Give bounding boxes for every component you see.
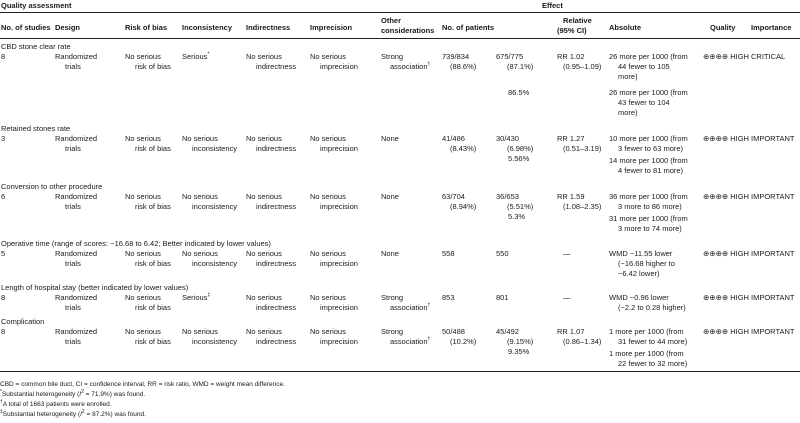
cell-patients-a-1: 50/488: [442, 327, 465, 336]
footnote-double-dagger: ‡Substantial heterogeneity $(I^2 = 87.2\%)$ was found.: [0, 408, 146, 418]
cell-design-2: trials: [65, 144, 81, 153]
cell-indirectness-1: No serious: [246, 249, 282, 258]
cell-patients-a-1: 558: [442, 249, 455, 258]
cell-absolute-1a: 10 more per 1000 (from: [609, 134, 688, 143]
cell-patients-b-1: 675/775: [496, 52, 524, 61]
cell-patients-b-1: 30/430: [496, 134, 519, 143]
cell-studies: 5: [1, 249, 6, 258]
cell-patients-a-2: (88.6%): [450, 62, 477, 71]
cell-other-2: association†: [390, 302, 431, 312]
footnote-star: *Substantial heterogeneity $(I^2 = 71.9\%)$ was found.: [0, 388, 146, 398]
cell-indirectness-2: indirectness: [256, 144, 297, 153]
cell-absolute-2a: 1 more per 1000 (from: [609, 349, 684, 358]
cell-patients-b-2: (6.98%): [507, 144, 534, 153]
cell-inconsistency-1: No serious: [182, 249, 218, 258]
cell-design-2: trials: [65, 259, 81, 268]
cell-risk-1: No serious: [125, 249, 161, 258]
cell-importance: IMPORTANT: [751, 293, 795, 302]
col-header-patients: No. of patients: [442, 23, 495, 32]
cell-relative-2: (0.86–1.34): [563, 337, 602, 346]
cell-absolute-1c: more): [618, 72, 638, 81]
cell-patients-b-2: (9.15%): [507, 337, 534, 346]
cell-indirectness-2: indirectness: [256, 337, 297, 346]
cell-patients-b-extra: 5.56%: [508, 154, 530, 163]
cell-imprecision-1: No serious: [310, 327, 346, 336]
cell-importance: IMPORTANT: [751, 134, 795, 143]
cell-quality: ⊕⊕⊕⊕ HIGH: [703, 327, 749, 336]
cell-importance: IMPORTANT: [751, 327, 795, 336]
col-header-studies: No. of studies: [1, 23, 51, 32]
cell-relative-1: —: [563, 249, 571, 258]
cell-absolute-1a: WMD −0.96 lower: [609, 293, 669, 302]
cell-patients-b-extra: 5.3%: [508, 212, 526, 221]
footnote-mark: *: [207, 51, 210, 58]
cell-imprecision-1: No serious: [310, 192, 346, 201]
footnote-mark: †: [427, 336, 431, 343]
cell-inconsistency-1: No serious: [182, 192, 218, 201]
cell-absolute-1a: 1 more per 1000 (from: [609, 327, 684, 336]
col-header-importance: Importance: [751, 23, 792, 32]
cell-patients-a-2: (8.43%): [450, 144, 477, 153]
col-header-imprecision: Imprecision: [310, 23, 353, 32]
cell-inconsistency-1: No serious: [182, 134, 218, 143]
cell-studies: 3: [1, 134, 6, 143]
cell-patients-a-1: 41/486: [442, 134, 465, 143]
col-header-relative-2: (95% CI): [557, 26, 587, 35]
cell-absolute-1b: (−16.68 higher to: [618, 259, 675, 268]
cell-other-1: Strong: [381, 293, 404, 302]
cell-imprecision-2: imprecision: [320, 144, 358, 153]
col-header-absolute: Absolute: [609, 23, 642, 32]
cell-other-1: Strong: [381, 52, 404, 61]
cell-imprecision-2: imprecision: [320, 202, 358, 211]
cell-absolute-1b: 3 more to 86 more): [618, 202, 682, 211]
col-header-other-1: Other: [381, 16, 402, 25]
cell-patients-b-1: 36/653: [496, 192, 519, 201]
cell-risk-2: risk of bias: [135, 337, 171, 346]
footnote-dagger: †A total of 1663 patients were enrolled.: [0, 398, 112, 408]
cell-patients-b-2: (5.51%): [507, 202, 534, 211]
cell-absolute-1a: 26 more per 1000 (from: [609, 52, 688, 61]
col-header-risk: Risk of bias: [125, 23, 168, 32]
cell-inconsistency-1: Serious‡: [182, 292, 211, 302]
cell-indirectness-2: indirectness: [256, 303, 297, 312]
section-title: Operative time (range of scores: −16.68 to 6.42; Better indicated by lower values): [1, 239, 271, 248]
cell-design-1: Randomized: [55, 134, 98, 143]
cell-quality: ⊕⊕⊕⊕ HIGH: [703, 134, 749, 143]
cell-inconsistency-2: inconsistency: [192, 202, 238, 211]
cell-patients-b-1: 801: [496, 293, 509, 302]
cell-patients-b-2: (87.1%): [507, 62, 534, 71]
footnote-abbreviations: CBD = common bile duct, CI = confidence interval, RR = risk ratio, WMD = weight mean difference.: [0, 381, 285, 388]
cell-relative-1: RR 1.02: [557, 52, 585, 61]
cell-indirectness-2: indirectness: [256, 202, 297, 211]
cell-risk-1: No serious: [125, 192, 161, 201]
cell-risk-1: No serious: [125, 134, 161, 143]
cell-patients-b-1: 45/492: [496, 327, 519, 336]
cell-risk-1: No serious: [125, 52, 161, 61]
cell-absolute-1b: (−2.2 to 0.28 higher): [618, 303, 686, 312]
cell-design-1: Randomized: [55, 293, 98, 302]
cell-indirectness-1: No serious: [246, 134, 282, 143]
cell-studies: 8: [1, 52, 6, 61]
cell-design-2: trials: [65, 303, 81, 312]
quality-assessment-group-header: Quality assessment: [1, 1, 72, 10]
cell-patients-b-extra: 9.35%: [508, 347, 530, 356]
section-title: Retained stones rate: [1, 124, 71, 133]
cell-absolute-2b: 3 more to 74 more): [618, 224, 682, 233]
cell-studies: 6: [1, 192, 6, 201]
cell-design-2: trials: [65, 202, 81, 211]
cell-patients-a-1: 739/834: [442, 52, 470, 61]
col-header-indirectness: Indirectness: [246, 23, 291, 32]
col-header-other-2: considerations: [381, 26, 435, 35]
cell-other-2: association†: [390, 336, 431, 346]
cell-indirectness-1: No serious: [246, 192, 282, 201]
cell-inconsistency-1: No serious: [182, 327, 218, 336]
cell-inconsistency-2: inconsistency: [192, 337, 238, 346]
cell-absolute-1b: 3 fewer to 63 more): [618, 144, 684, 153]
cell-other-1: None: [381, 134, 399, 143]
footnote-mark: ‡: [207, 292, 211, 299]
cell-indirectness-1: No serious: [246, 52, 282, 61]
section-title: Conversion to other procedure: [1, 182, 103, 191]
cell-patients-b-extra: 86.5%: [508, 88, 530, 97]
cell-relative-1: RR 1.59: [557, 192, 585, 201]
cell-absolute-2a: 14 more per 1000 (from: [609, 156, 688, 165]
cell-absolute-2a: 26 more per 1000 (from: [609, 88, 688, 97]
cell-quality: ⊕⊕⊕⊕ HIGH: [703, 192, 749, 201]
cell-absolute-1c: −6.42 lower): [618, 269, 660, 278]
cell-studies: 8: [1, 327, 6, 336]
cell-design-1: Randomized: [55, 327, 98, 336]
cell-absolute-1a: WMD −11.55 lower: [609, 249, 673, 258]
cell-risk-2: risk of bias: [135, 259, 171, 268]
cell-imprecision-1: No serious: [310, 293, 346, 302]
cell-indirectness-1: No serious: [246, 327, 282, 336]
cell-risk-2: risk of bias: [135, 62, 171, 71]
cell-imprecision-2: imprecision: [320, 62, 358, 71]
cell-other-1: None: [381, 192, 399, 201]
col-header-relative-1: Relative: [563, 16, 592, 25]
cell-imprecision-1: No serious: [310, 134, 346, 143]
footnote-mark: †: [427, 302, 431, 309]
table-bottom-rule: [0, 371, 800, 372]
cell-patients-a-1: 63/704: [442, 192, 465, 201]
cell-relative-2: (0.95–1.09): [563, 62, 602, 71]
cell-patients-b-1: 550: [496, 249, 509, 258]
cell-importance: IMPORTANT: [751, 249, 795, 258]
cell-design-1: Randomized: [55, 249, 98, 258]
cell-risk-2: risk of bias: [135, 202, 171, 211]
cell-patients-a-1: 853: [442, 293, 455, 302]
cell-risk-2: risk of bias: [135, 144, 171, 153]
cell-other-1: None: [381, 249, 399, 258]
cell-absolute-1b: 31 fewer to 44 more): [618, 337, 688, 346]
cell-patients-a-2: (10.2%): [450, 337, 477, 346]
cell-risk-1: No serious: [125, 327, 161, 336]
cell-imprecision-1: No serious: [310, 249, 346, 258]
col-header-quality: Quality: [710, 23, 736, 32]
cell-indirectness-2: indirectness: [256, 62, 297, 71]
cell-relative-2: (1.08–2.35): [563, 202, 602, 211]
footnote-mark: †: [427, 61, 431, 68]
cell-relative-1: RR 1.27: [557, 134, 585, 143]
cell-other-1: Strong: [381, 327, 404, 336]
col-header-inconsistency: Inconsistency: [182, 23, 233, 32]
cell-imprecision-1: No serious: [310, 52, 346, 61]
cell-absolute-2b: 43 fewer to 104: [618, 98, 670, 107]
cell-indirectness-1: No serious: [246, 293, 282, 302]
cell-imprecision-2: imprecision: [320, 259, 358, 268]
cell-absolute-1b: 44 fewer to 105: [618, 62, 670, 71]
cell-design-2: trials: [65, 337, 81, 346]
cell-absolute-2c: more): [618, 108, 638, 117]
cell-quality: ⊕⊕⊕⊕ HIGH: [703, 249, 749, 258]
cell-inconsistency-1: Serious*: [182, 51, 210, 61]
cell-inconsistency-2: inconsistency: [192, 144, 238, 153]
cell-relative-2: (0.51–3.19): [563, 144, 602, 153]
cell-quality: ⊕⊕⊕⊕ HIGH: [703, 293, 749, 302]
cell-design-2: trials: [65, 62, 81, 71]
cell-absolute-2a: 31 more per 1000 (from: [609, 214, 688, 223]
cell-inconsistency-2: inconsistency: [192, 259, 238, 268]
cell-relative-1: RR 1.07: [557, 327, 585, 336]
section-title: CBD stone clear rate: [1, 42, 71, 51]
cell-other-2: association†: [390, 61, 431, 71]
cell-patients-a-2: (8.94%): [450, 202, 477, 211]
cell-absolute-1a: 36 more per 1000 (from: [609, 192, 688, 201]
cell-absolute-2b: 22 fewer to 32 more): [618, 359, 688, 368]
cell-importance: IMPORTANT: [751, 192, 795, 201]
col-header-design: Design: [55, 23, 81, 32]
header-rule-top: [0, 12, 800, 13]
cell-imprecision-2: imprecision: [320, 303, 358, 312]
cell-design-1: Randomized: [55, 192, 98, 201]
section-title: Length of hospital stay (better indicated by lower values): [1, 283, 189, 292]
cell-relative-1: —: [563, 293, 571, 302]
cell-studies: 8: [1, 293, 6, 302]
cell-absolute-2b: 4 fewer to 81 more): [618, 166, 684, 175]
cell-imprecision-2: imprecision: [320, 337, 358, 346]
header-rule-bottom: [0, 38, 800, 39]
cell-quality: ⊕⊕⊕⊕ HIGH: [703, 52, 749, 61]
cell-design-1: Randomized: [55, 52, 98, 61]
cell-risk-2: risk of bias: [135, 303, 171, 312]
effect-group-header: Effect: [542, 1, 563, 10]
section-title: Complication: [1, 317, 45, 326]
cell-importance: CRITICAL: [751, 52, 786, 61]
cell-risk-1: No serious: [125, 293, 161, 302]
cell-indirectness-2: indirectness: [256, 259, 297, 268]
